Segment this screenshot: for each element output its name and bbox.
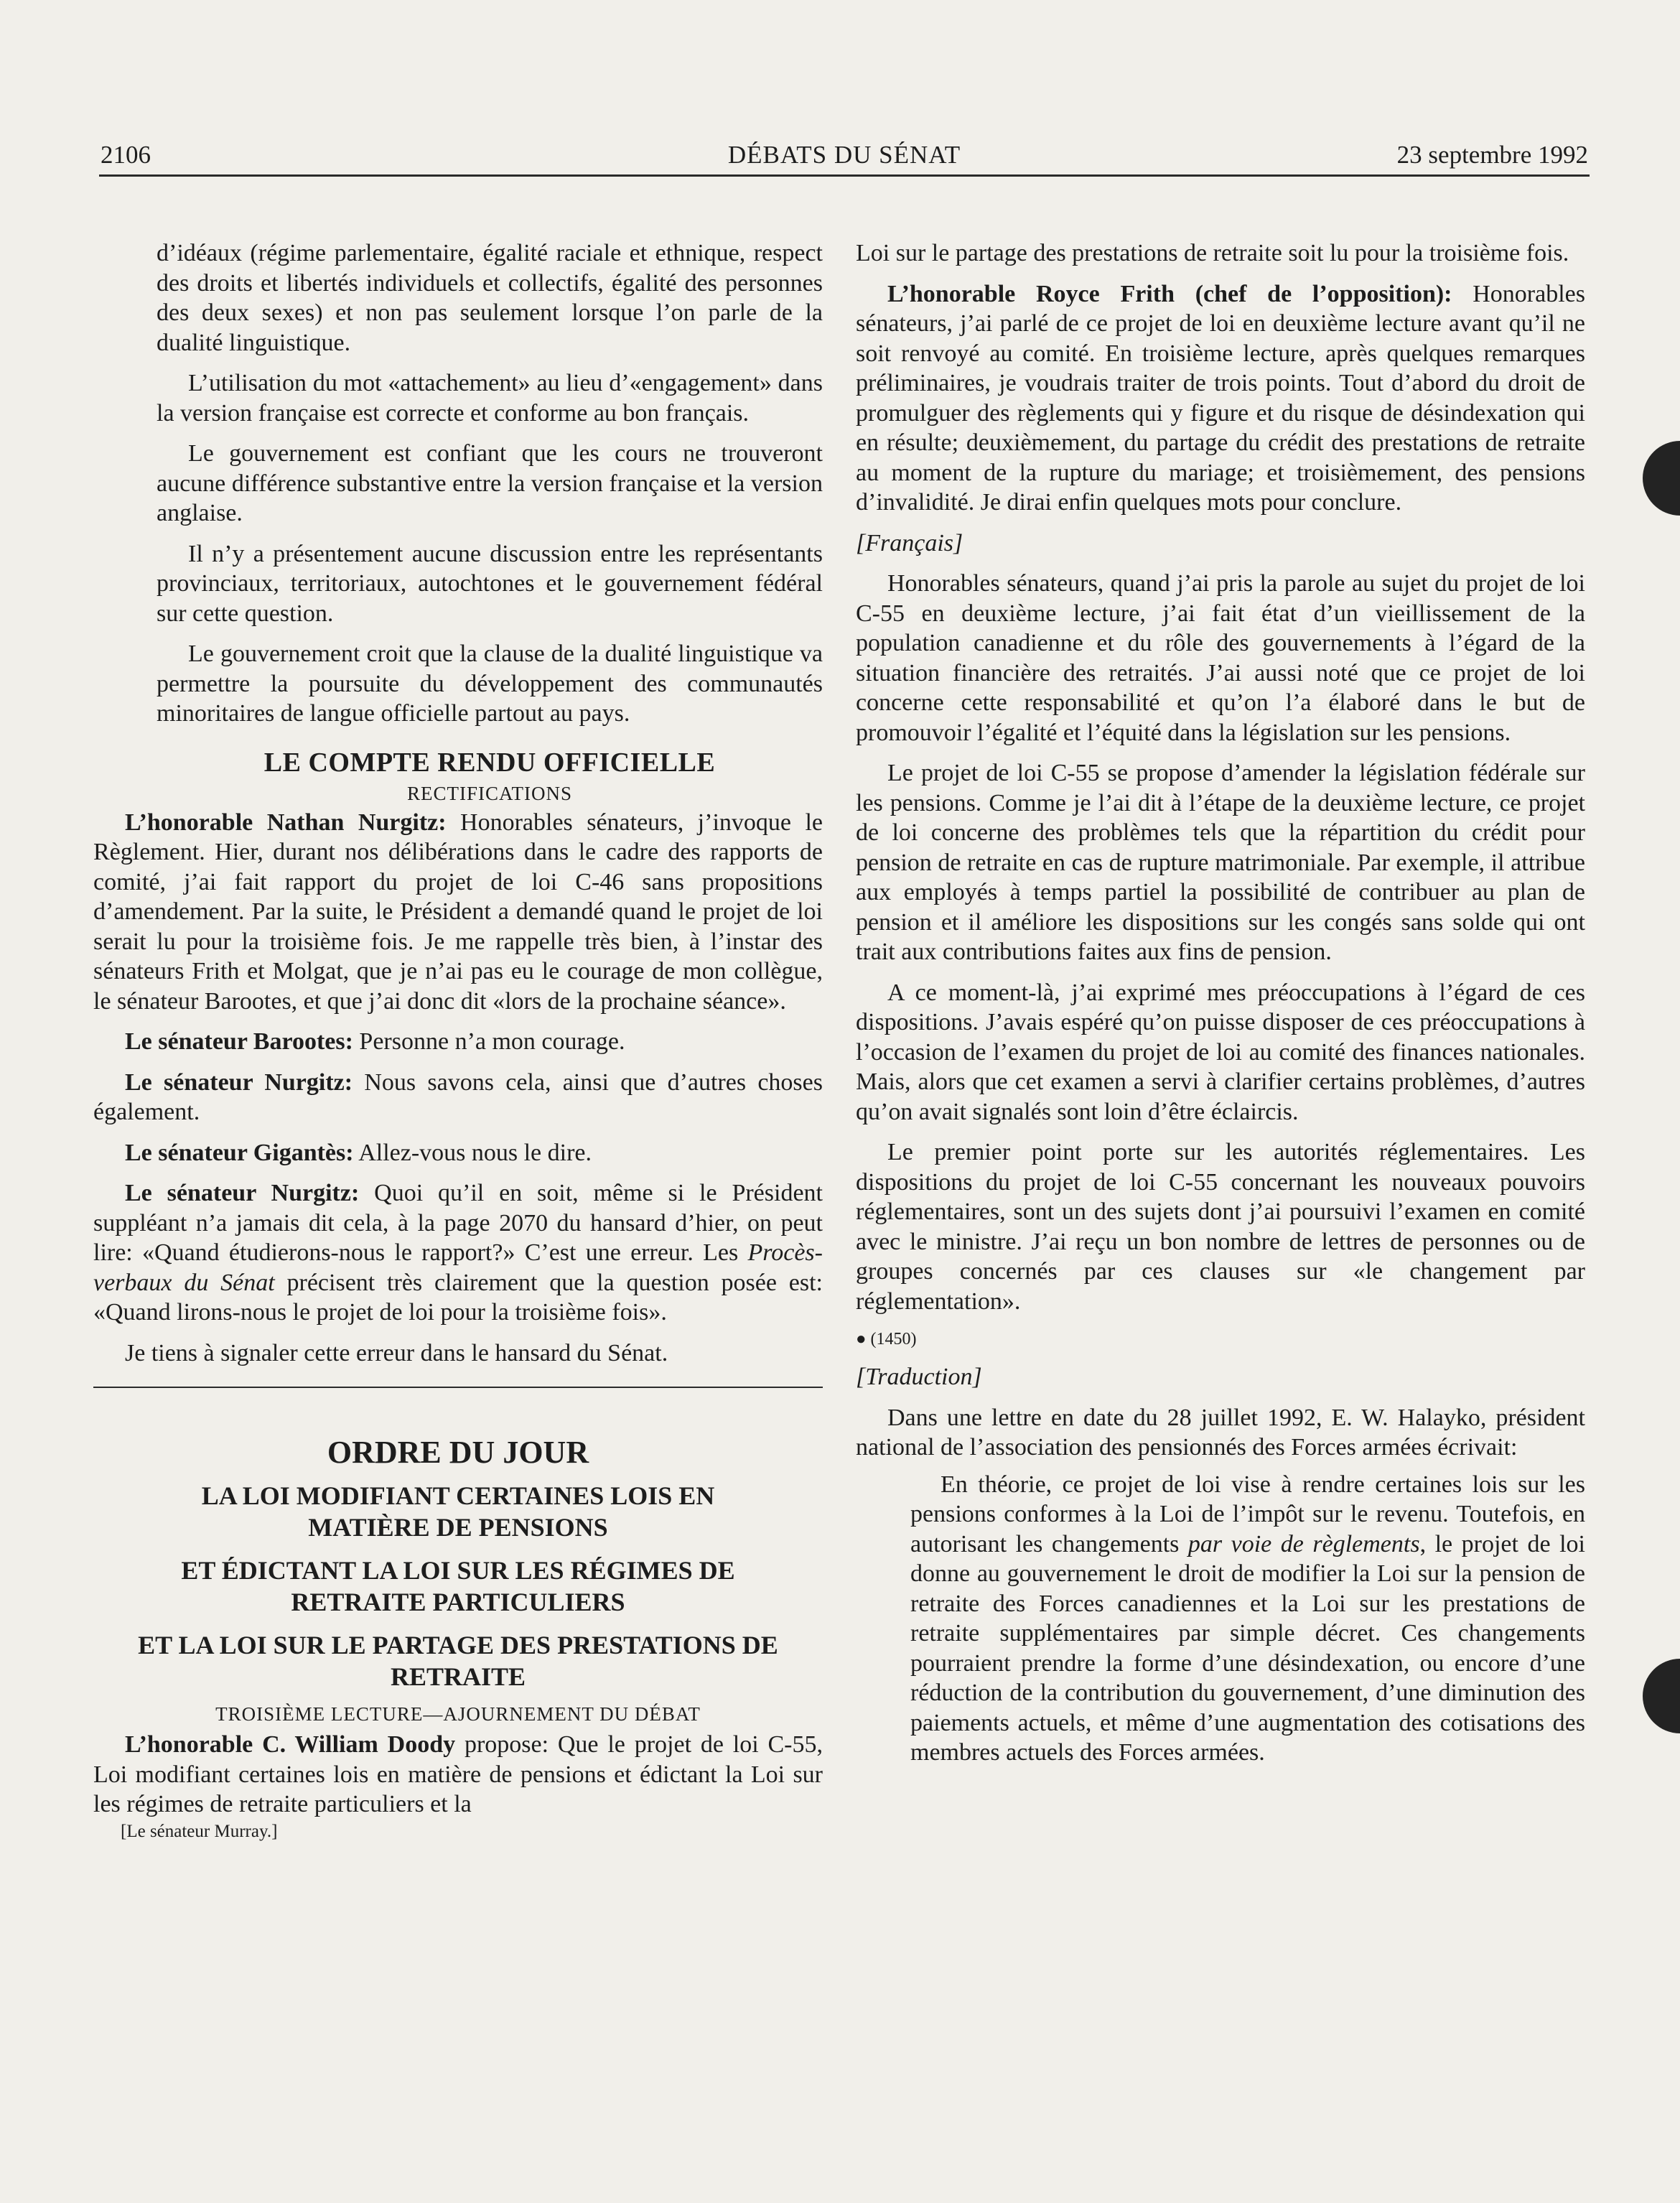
paragraph: Le premier point porte sur les autorités réglementaires. Les dispositions du projet de loi C-55 concernant les nouveaux pouvoirs réglementaires, sont un des sujets dont j’ai poursuivi l’examen en comité avec le ministre. J’ai reçu un bon nombre de lettres de personnes ou de groupes concernés par ces clauses sur «le changement par réglementation». — [856, 1139, 1585, 1315]
section-subheading: RECTIFICATIONS — [406, 782, 572, 804]
page-edge-tab — [1643, 441, 1680, 516]
speech-text: Nous savons cela, ainsi que d’autres choses également. — [93, 1068, 823, 1125]
paragraph: Le gouvernement croit que la clause de la dualité linguistique va permettre la poursuite du développement des communautés minoritaires de langue officielle partout au pays. — [157, 641, 823, 727]
speech-text: propose: Que le projet de loi C-55, Loi modifiant certaines lois en matière de pensions et édictant la Loi sur les régimes de retraite particuliers et la — [93, 1731, 823, 1817]
paragraph: L’utilisation du mot «attachement» au lieu d’«engagement» dans la version française est correcte et conforme au bon français. — [157, 370, 823, 427]
right-column — [856, 238, 1585, 1768]
bill-title: ET ÉDICTANT LA LOI SUR LES RÉGIMES DE RETRAITE PARTICULIERS — [181, 1556, 735, 1616]
language-marker: [Traduction] — [856, 1364, 982, 1390]
speaker-name: Le sénateur Gigantès: — [125, 1139, 354, 1166]
paragraph: A ce moment-là, j’ai exprimé mes préoccupations à l’égard de ces dispositions. J’avais espéré qu’on puisse disposer de ces préoccupations à l’occasion de l’examen du projet de loi au comité des finances nationales. Mais, alors que cet examen a servi à clarifier certains problèmes, d’autres qu’on avait signalés sont loin d’être éclaircis. — [856, 979, 1585, 1125]
paragraph: Dans une lettre en date du 28 juillet 1992, E. W. Halayko, président national de l’association des pensionnés des Forces armées écrivait: — [856, 1404, 1585, 1461]
speech-text: Allez-vous nous le dire. — [353, 1139, 592, 1166]
paragraph: Loi sur le partage des prestations de retraite soit lu pour la troisième fois. — [856, 240, 1569, 266]
bill-title: ET LA LOI SUR LE PARTAGE DES PRESTATIONS DE RETRAITE — [138, 1631, 778, 1691]
paragraph: Honorables sénateurs, quand j’ai pris la parole au sujet du projet de loi C-55 en deuxième lecture, j’ai fait état d’un vieillissement de la population canadienne et du rôle des gouvernements à l’égard de la situation financière des retraités. J’ai aussi noté que ce projet de loi concerne cette responsabilité et qu’on l’a élaboré dans le but de promouvoir l’égalité et l’équité dans la législation sur les pensions. — [856, 570, 1585, 746]
speaker-name: Le sénateur Barootes: — [125, 1028, 353, 1055]
speaker-name: L’honorable Royce Frith (chef de l’opposition): — [887, 280, 1452, 307]
publication-title: DÉBATS DU SÉNAT — [727, 141, 961, 169]
paragraph: Il n’y a présentement aucune discussion entre les représentants provinciaux, territoriaux, autochtones et le gouvernement fédéral sur cette question. — [157, 540, 823, 627]
page-edge-tab — [1643, 1659, 1680, 1733]
paragraph: Le projet de loi C-55 se propose d’amender la législation fédérale sur les pensions. Comme je l’ai dit à l’étape de la deuxième lecture, ce projet de loi concerne des problèmes tels que la répartition du crédit pour pension de retraite en cas de rupture matrimoniale. Par exemple, il attribue aux employés à temps partiel la possibilité de contribuer au plan de pension et il améliore les dispositions sur les congés sans solde qui ont trait aux contributions faites aux fins de pension. — [856, 760, 1585, 965]
speech-text: Honorables sénateurs, j’invoque le Règlement. Hier, durant nos délibérations dans le cadre des rapports de comité, j’ai fait rapport du projet de loi C-46 sans propositions d’amendement. Par la suite, le Président a demandé quand le projet de loi serait lu pour la troisième fois. Je me rappelle très bien, à l’instar des sénateurs Frith et Molgat, que je n’ai pas eu le courage de mon collègue, le sénateur Barootes, et que j’ai donc dit «lors de la prochaine séance». — [93, 809, 823, 1015]
header-rule — [99, 174, 1590, 177]
speaker-name: Le sénateur Nurgitz: — [125, 1180, 360, 1206]
speech-nurgitz-3 — [93, 1178, 823, 1328]
paragraph: Le gouvernement est confiant que les cours ne trouveront aucune différence substantive entre la version française et la version anglaise. — [157, 440, 823, 526]
speech-frith — [856, 279, 1585, 518]
page-number: 2106 — [101, 141, 151, 169]
speech-text: Quoi qu’il en soit, même si le Président suppléant n’a jamais dit cela, à la page 2070 du hansard d’hier, on peut lire: «Quand étudierons-nous le rapport?» C’est une erreur. Les — [93, 1180, 823, 1266]
speaker-name: L’honorable Nathan Nurgitz: — [125, 809, 447, 836]
speech-doody — [93, 1730, 823, 1820]
speech-text: Honorables sénateurs, j’ai parlé de ce projet de loi en deuxième lecture avant qu’il ne soit renvoyé au comité. En troisième lecture, après quelques remarques préliminaires, je voudrais traiter de trois points. Tout d’abord du droit de promulguer des règlements qui y figure et du risque de désindexation qui en résulte; deuxièmement, du partage du crédit des prestations de retraite au moment de la rupture du mariage; et troisièmement, des pensions d’invalidité. Je dirai enfin quelques mots pour conclure. — [856, 280, 1585, 516]
order-heading: ORDRE DU JOUR — [327, 1435, 589, 1470]
reading-subheading: TROISIÈME LECTURE—AJOURNEMENT DU DÉBAT — [215, 1703, 701, 1725]
speech-barootes — [93, 1027, 823, 1057]
document-title: Procès-verbaux du Sénat — [93, 1239, 823, 1296]
speaker-name: Le sénateur Nurgitz: — [125, 1068, 353, 1096]
language-marker: [Français] — [856, 529, 963, 556]
bill-title: LA LOI MODIFIANT CERTAINES LOIS EN MATIÈRE DE PENSIONS — [201, 1481, 715, 1542]
speaker-name: L’honorable C. William Doody — [125, 1731, 456, 1758]
section-heading: LE COMPTE RENDU OFFICIELLE — [263, 747, 716, 778]
speech-text: précisent très clairement que la question posée est: «Quand lirons-nous le projet de loi pour la troisième fois». — [93, 1269, 823, 1326]
speech-nurgitz-2 — [93, 1068, 823, 1127]
left-column — [93, 238, 823, 1844]
time-marker: ● (1450) — [856, 1330, 917, 1349]
quote-text: En théorie, ce projet de loi vise à rendre certaines lois sur les pensions conformes à la Loi de l’impôt sur le revenu. Toutefois, en autorisant les changements par voie de règlements, le projet de loi donne au gouvernement le droit de modifier la Loi sur la pension de retraite des Forces canadiennes et la Loi sur les prestations de retraite supplémentaires par simple décret. Ces changements pourraient prendre la forme d’une désindexation, ou encore d’une réduction de la contribution du gouvernement, d’une diminution des paiements actuels, et même d’une augmentation des cotisations des membres actuels des Forces armées. — [910, 1471, 1585, 1766]
speech-gigantes — [93, 1138, 823, 1168]
speech-text: Personne n’a mon courage. — [353, 1028, 625, 1055]
speech-nurgitz — [93, 808, 823, 1017]
paragraph: d’idéaux (régime parlementaire, égalité raciale et ethnique, respect des droits et libertés individuels et collectifs, égalité des personnes des deux sexes) et non pas seulement lorsque l’on parle de la dualité linguistique. — [157, 240, 823, 356]
footer-note: [Le sénateur Murray.] — [121, 1821, 278, 1841]
page-header — [101, 141, 1588, 177]
section-divider — [93, 1387, 823, 1388]
block-quote — [910, 1470, 1585, 1768]
paragraph: Je tiens à signaler cette erreur dans le hansard du Sénat. — [125, 1339, 668, 1366]
publication-date: 23 septembre 1992 — [1396, 141, 1588, 169]
